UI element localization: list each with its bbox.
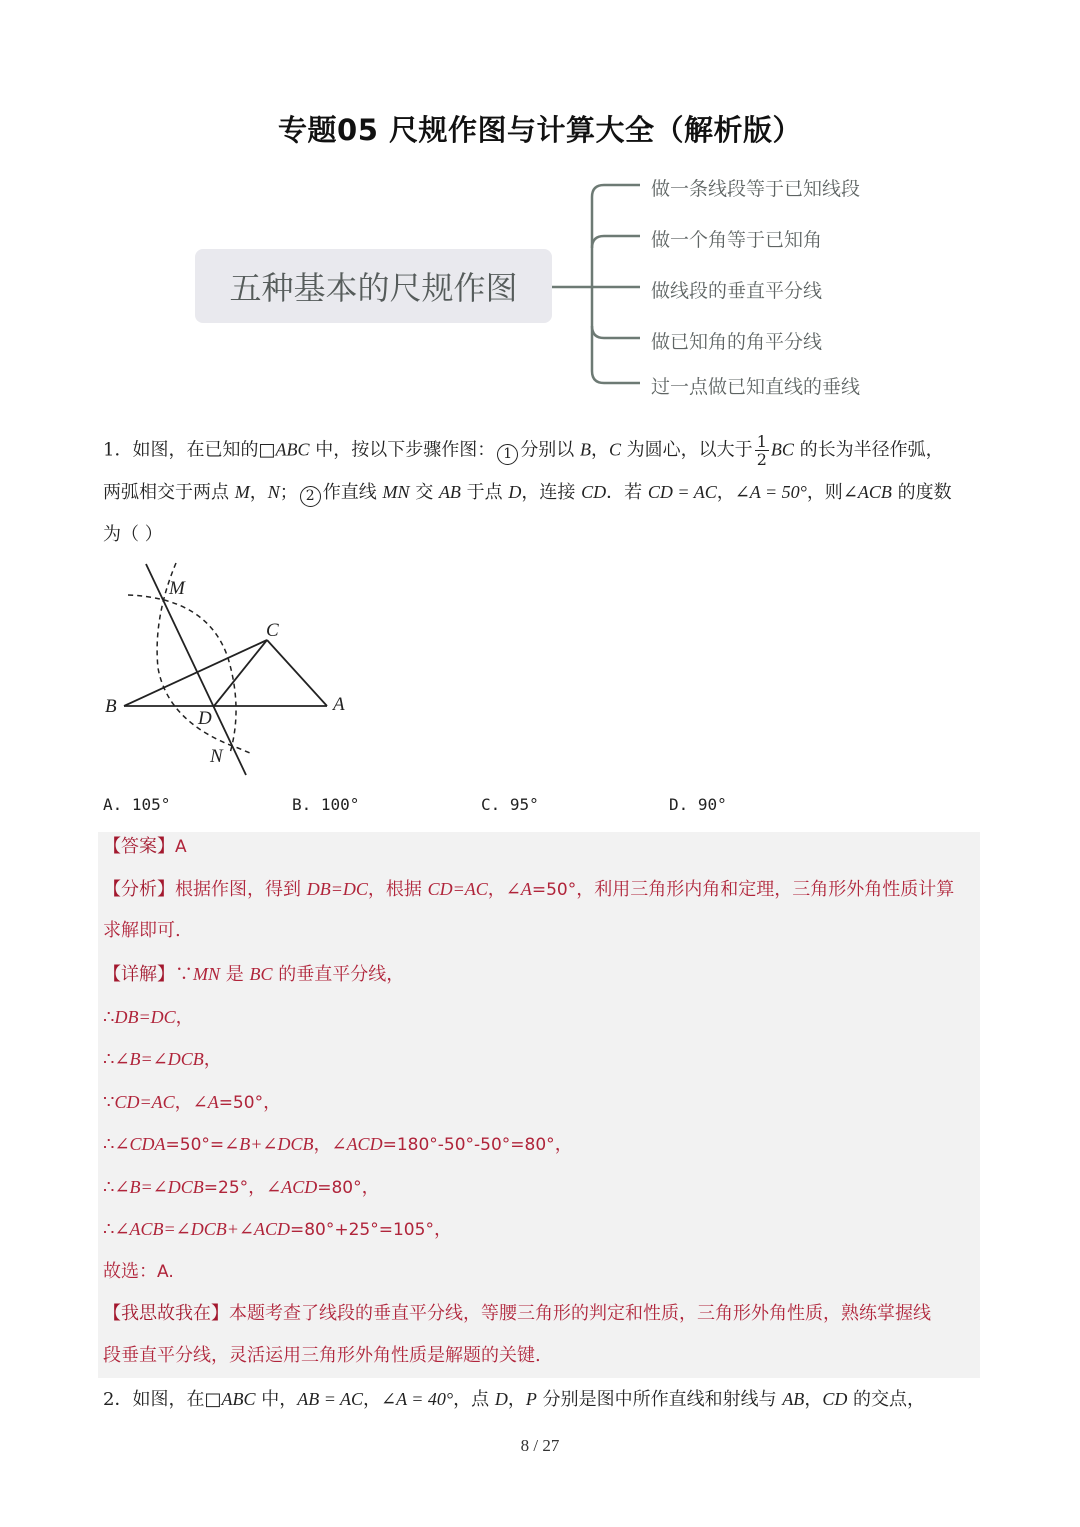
math-expr: ∠CDA (114, 1134, 166, 1154)
text: 的长为半径作弧， (793, 439, 944, 461)
text: ，利用三角形内角和定理，三角形外角性质计算 (576, 879, 955, 900)
math-var: C (608, 439, 621, 460)
conclusion-answer: A. (157, 1262, 174, 1282)
text: ， (554, 1134, 573, 1155)
text: 分别以 (520, 439, 580, 461)
detail-tag: 【详解】 (103, 964, 175, 985)
label-D: D (198, 708, 212, 729)
label-C: C (266, 620, 279, 641)
mind-map-root-label: 五种基本的尺规作图 (229, 269, 518, 307)
triangle-symbol: □ (204, 1389, 222, 1410)
text: 故选： (103, 1261, 157, 1282)
document-title: 专题05 尺规作图与计算大全（解析版） (278, 113, 802, 147)
text: 为圆心，以大于 (620, 439, 753, 461)
geometry-figure (98, 558, 368, 787)
math-expr: ∠B=∠DCB (114, 1177, 204, 1197)
math-number: =25° (203, 1178, 249, 1198)
page-indicator: 8 / 27 (520, 1436, 560, 1455)
text: ，根据 (367, 879, 428, 900)
therefore-symbol: ∴ (103, 1007, 115, 1028)
option-key: D. (669, 795, 689, 814)
mind-map-branch-5: 过一点做已知直线的垂线 (651, 376, 861, 398)
fraction-numerator: 1 (756, 432, 767, 451)
math-var: BC (770, 439, 794, 460)
text: ．若 (606, 482, 648, 503)
reflection-line-1 (103, 1304, 931, 1324)
mind-map-root (195, 249, 552, 323)
option-c (481, 795, 539, 814)
text: 作直线 (322, 482, 383, 503)
because-symbol: ∵ (175, 964, 193, 985)
because-symbol: ∵ (103, 1092, 115, 1113)
text: 两弧相交于两点 (103, 482, 235, 503)
text: 分别是图中所作直线和射线与 (536, 1389, 783, 1410)
math-expr: ∠A (505, 879, 532, 899)
reflection-tag: 【我思故我在】 (103, 1303, 229, 1324)
text: ， (174, 1092, 193, 1113)
text: ，点 (453, 1389, 495, 1410)
detail-line-1 (103, 964, 404, 985)
option-value: 90° (697, 795, 727, 814)
question-number: 1． (103, 439, 133, 461)
circled-number-1: 1 (497, 444, 518, 465)
math-var: P (525, 1389, 537, 1409)
math-expr: DB=DC (306, 879, 368, 899)
solution-step-4 (103, 1134, 573, 1155)
option-key: C. (481, 795, 501, 814)
therefore-symbol: ∴ (103, 1134, 115, 1155)
math-expr: ∠ACB (842, 482, 892, 502)
option-b (292, 795, 359, 814)
reflection-line-2: 段垂直平分线，灵活运用三角形外角性质是解题的关键. (103, 1345, 541, 1366)
math-expr: ∠A (192, 1092, 219, 1112)
text: ， (507, 1389, 526, 1410)
question-number: 2． (103, 1389, 133, 1410)
math-expr: DB=DC (114, 1007, 176, 1027)
text: 交 (409, 482, 439, 503)
math-var: ABC (275, 439, 310, 460)
label-B: B (105, 696, 117, 717)
text: 于点 (460, 482, 509, 503)
text: 的度数 (891, 482, 952, 503)
option-value: 100° (320, 795, 360, 814)
conclusion-line (103, 1262, 174, 1282)
answer-line (103, 837, 187, 857)
solution-step-5 (103, 1177, 380, 1198)
math-expr: ∠B=∠DCB (114, 1049, 204, 1069)
circled-number-2: 2 (300, 486, 321, 507)
math-expr: ∠ACB=∠DCB+∠ACD (114, 1219, 290, 1239)
math-var: MN (382, 482, 410, 502)
text: ； (279, 482, 298, 503)
math-var: N (267, 482, 280, 502)
text: 的垂直平分线， (272, 964, 405, 985)
math-var: CD (822, 1389, 848, 1409)
option-key: A. (103, 795, 123, 814)
math-var: BC (249, 964, 273, 984)
text: 如图，在 (132, 1389, 205, 1410)
text: 本题考查了线段的垂直平分线，等腰三角形的判定和性质，三角形外角性质，熟练掌握线 (229, 1303, 931, 1324)
question-1-line-2 (103, 482, 952, 507)
math-number: =50°= (165, 1135, 225, 1155)
label-N: N (210, 746, 223, 767)
therefore-symbol: ∴ (103, 1049, 115, 1070)
math-var: MN (193, 964, 220, 984)
question-1-line-1 (103, 433, 944, 468)
text: ， (487, 879, 506, 900)
math-number: =80°+25°=105° (290, 1220, 434, 1240)
text: ， (804, 1389, 823, 1410)
math-expr: ∠A = 50° (734, 482, 807, 502)
mind-map-branch-1: 做一条线段等于已知线段 (651, 178, 861, 200)
text: ， (249, 482, 268, 503)
triangle-symbol: □ (258, 439, 276, 461)
analysis-line-1 (103, 879, 954, 900)
text: ， (433, 1219, 452, 1240)
text: 中，按以下步骤作图： (309, 439, 496, 461)
question-2-line-1 (103, 1389, 925, 1410)
option-key: B. (292, 795, 312, 814)
math-var: D (494, 1389, 508, 1409)
text: ， (248, 1177, 267, 1198)
mind-map-branch-3: 做线段的垂直平分线 (651, 280, 823, 302)
math-var: M (234, 482, 250, 502)
text: ， (203, 1049, 222, 1070)
fraction-denominator: 2 (756, 450, 767, 469)
option-d (669, 795, 727, 814)
text: ，则 (806, 482, 843, 503)
math-expr: ∠A = 40° (381, 1389, 454, 1409)
text: 是 (220, 964, 250, 985)
text: 如图，在已知的 (132, 439, 259, 461)
text: ， (313, 1134, 332, 1155)
text: ，连接 (521, 482, 582, 503)
text: ， (175, 1007, 194, 1028)
therefore-symbol: ∴ (103, 1177, 115, 1198)
fraction-one-half (755, 433, 769, 468)
question-1-line-3: 为（ ） (103, 524, 163, 545)
text: ， (716, 482, 735, 503)
math-expr: CD=AC (427, 879, 488, 899)
text: 根据作图，得到 (175, 879, 307, 900)
option-a (103, 795, 170, 814)
math-number: =180°-50°-50°=80° (382, 1135, 555, 1155)
mind-map-branch-2: 做一个角等于已知角 (651, 229, 823, 251)
math-number: =50° (531, 880, 577, 900)
math-var: CD (581, 482, 607, 502)
therefore-symbol: ∴ (103, 1219, 115, 1240)
analysis-tag: 【分析】 (103, 879, 175, 900)
math-var: B (579, 439, 591, 460)
answer-value: A (175, 837, 187, 857)
math-expr: ∠ACD (331, 1134, 383, 1154)
answer-tag: 【答案】 (103, 836, 175, 857)
math-var: D (508, 482, 522, 502)
text: 中， (255, 1389, 298, 1410)
text: ， (263, 1092, 282, 1113)
option-value: 105° (131, 795, 171, 814)
label-A: A (333, 694, 345, 715)
solution-step-2 (103, 1049, 222, 1070)
text: ， (590, 439, 609, 461)
math-var: AB (438, 482, 461, 502)
math-expr: AB = AC (297, 1389, 364, 1409)
text: ， (363, 1389, 382, 1410)
analysis-line-2: 求解即可. (103, 920, 181, 941)
math-number: =80° (317, 1178, 362, 1198)
math-number: =50° (218, 1093, 264, 1113)
label-M: M (169, 578, 185, 599)
solution-step-3 (103, 1092, 281, 1113)
math-var: AB (782, 1389, 805, 1409)
mind-map-branch-4: 做已知角的角平分线 (651, 331, 823, 353)
math-expr: ∠ACD (266, 1177, 318, 1197)
math-var: ABC (221, 1389, 256, 1409)
option-value: 95° (509, 795, 539, 814)
mind-map-connectors (552, 170, 652, 395)
triangle-construction-diagram (98, 558, 368, 783)
math-expr: CD = AC (647, 482, 717, 502)
math-expr: CD=AC (114, 1092, 175, 1112)
math-expr: ∠B+∠DCB (224, 1134, 314, 1154)
solution-step-6 (103, 1219, 452, 1240)
solution-step-1 (103, 1007, 194, 1028)
text: 的交点， (847, 1389, 926, 1410)
text: ， (361, 1177, 380, 1198)
